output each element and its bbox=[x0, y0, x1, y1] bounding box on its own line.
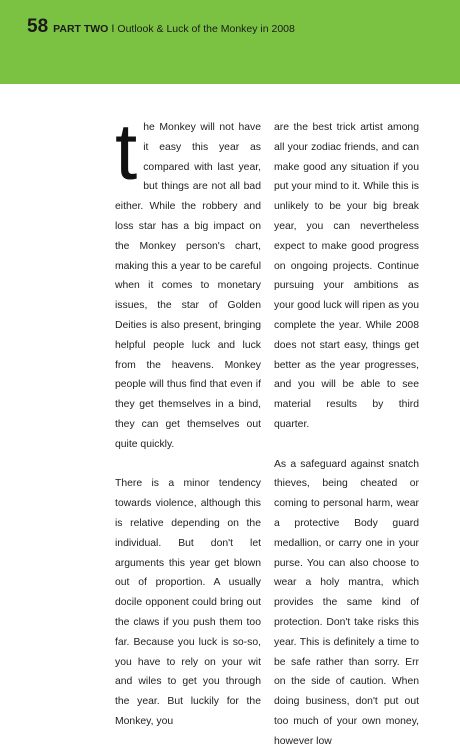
paragraph-4: As a safeguard against snatch thieves, being cheated or coming to personal harm, wear a protective Body guard medallion, or carry one in your purse. You can also choose to wear a holy mantra, which provides the same kind of protection. Don't take risks this year. This is definitely a time to be safe rather than sorry. Err on the side of caution. When doing business, don't put out too much of your own money, however low bbox=[274, 458, 419, 747]
chapter-title: Outlook & Luck of the Monkey in 2008 bbox=[117, 23, 295, 35]
paragraph-2: There is a minor tendency towards violence, although this is relative depending on the individual. But don't let arguments this year get blown out of proportion. A usually docile opponent could bring out the claws if you push them too far. Because you luck is so-so, you have to rely on your wit and wiles to get you through the year. But luckily for the Monkey, you bbox=[115, 478, 261, 727]
running-header bbox=[27, 16, 295, 38]
paragraph-3: are the best trick artist among all your zodiac friends, and can make good any situation if you put your mind to it. While this is unlikely to be your big break year, you can nevertheless expect to make good progress on ongoing projects. Continue pursuing your ambitions as your good luck will ripen as you complete the year. While 2008 does not start easy, things get better as the year progresses, and you will be able to see material results by third quarter. bbox=[274, 122, 419, 430]
header-band bbox=[0, 0, 460, 84]
page-number: 58 bbox=[27, 16, 49, 37]
paragraph-1 bbox=[115, 107, 261, 455]
paragraph-1-text: he Monkey will not have it easy this year as compared with last year, but things are not all bad either. While the robbery and loss star has a big impact on the Monkey person's chart, making this a year to be careful when it comes to monetary issues, the star of Golden Deities is also present, bringing helpful people luck and luck from the heavens. Monkey people will thus find that even if they get themselves in a bind, they can get themselves out quite quickly. bbox=[115, 122, 261, 450]
drop-cap: t bbox=[115, 107, 138, 196]
left-column bbox=[115, 107, 261, 732]
right-column bbox=[274, 118, 419, 752]
header-separator: I bbox=[111, 23, 115, 35]
part-label: PART TWO bbox=[53, 23, 109, 35]
